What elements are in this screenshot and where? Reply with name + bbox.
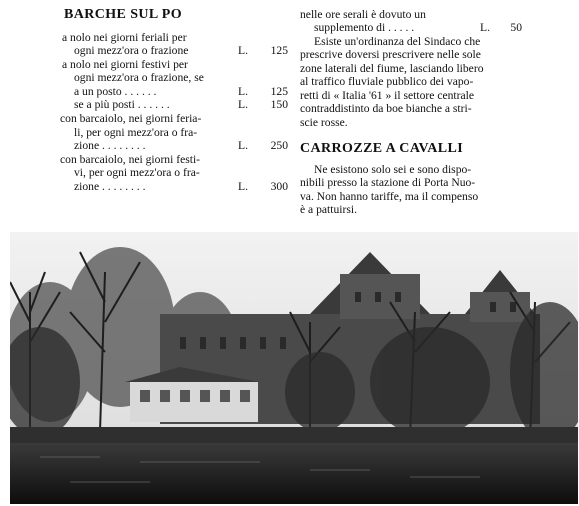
tariff-line-text: a nolo nei giorni festivi per — [62, 58, 188, 71]
text-line-content: nibili presso la stazione di Porta Nuo- — [300, 176, 476, 189]
tariff-line-text: a un posto . . . . . . — [74, 85, 157, 98]
text-line-content: va. Non hanno tariffe, ma il compenso — [300, 190, 479, 203]
tariff-line-text: supplemento di . . . . . — [314, 21, 415, 34]
tariff-line — [62, 126, 242, 139]
text-line — [300, 102, 522, 115]
text-line-content: scie rosse. — [300, 116, 348, 129]
riverside-castle-photo — [10, 232, 578, 504]
text-line-content: contraddistinto da boe bianche a stri- — [300, 102, 472, 115]
text-line — [300, 75, 522, 88]
text-line-content: Ne esistono solo sei e sono dispo- — [314, 163, 472, 176]
price-value: 250 — [270, 139, 288, 152]
tariff-line-text: zione . . . . . . . . — [74, 180, 146, 193]
tariff-line — [300, 21, 522, 34]
tariff-line — [62, 180, 288, 193]
text-line-content: Esiste un'ordinanza del Sindaco che — [314, 35, 481, 48]
text-line — [300, 48, 522, 61]
price-value: 125 — [270, 44, 288, 57]
tariff-line-text: con barcaiolo, nei giorni feria- — [60, 112, 202, 125]
price-value: 150 — [270, 98, 288, 111]
text-line — [300, 176, 522, 189]
text-line-content: prescrive doversi prescrivere nelle sole — [300, 48, 481, 61]
tariff-line — [62, 44, 288, 57]
tariff-line-text: se a più posti . . . . . . — [74, 98, 170, 111]
section-title-carrozze: CARROZZE A CAVALLI — [300, 141, 464, 156]
text-line — [300, 8, 522, 21]
tariff-line-text: li, per ogni mezz'ora o fra- — [74, 126, 198, 139]
tariff-line — [62, 166, 242, 179]
price-currency: L. — [238, 139, 248, 152]
text-line — [300, 190, 522, 203]
tariff-line-text: con barcaiolo, nei giorni festi- — [60, 153, 201, 166]
tariff-line-text: ogni mezz'ora o frazione, se — [74, 71, 204, 84]
section-title-barche: BARCHE SUL PO — [64, 7, 182, 22]
text-line — [300, 203, 522, 216]
photo-illustration — [10, 232, 578, 504]
text-line — [300, 89, 522, 102]
tariff-line-text: a nolo nei giorni feriali per — [62, 31, 187, 44]
price-currency: L. — [238, 98, 248, 111]
tariff-line — [62, 58, 242, 71]
price-currency: L. — [238, 44, 248, 57]
price-currency: L. — [238, 180, 248, 193]
river-water — [10, 443, 578, 504]
price-value: 50 — [510, 21, 522, 34]
tariff-line — [62, 98, 288, 111]
tariff-line-text: zione . . . . . . . . — [74, 139, 146, 152]
price-value: 125 — [270, 85, 288, 98]
tariff-line — [62, 71, 242, 84]
text-line-content: al traffico fluviale pubblico dei vapo- — [300, 75, 474, 88]
tariff-line — [62, 139, 288, 152]
price-currency: L. — [238, 85, 248, 98]
text-line-content: retti di « Italia '61 » il settore centrale — [300, 89, 474, 102]
tariff-line — [62, 31, 242, 44]
text-line — [300, 116, 522, 129]
text-line — [300, 35, 522, 48]
text-line-content: nelle ore serali è dovuto un — [300, 8, 426, 21]
tariff-line — [62, 85, 288, 98]
tariff-line — [62, 112, 242, 125]
tariff-line-text: ogni mezz'ora o frazione — [74, 44, 189, 57]
river-bank — [10, 427, 578, 443]
text-line — [300, 62, 522, 75]
tariff-line-text: vi, per ogni mezz'ora o fra- — [74, 166, 200, 179]
text-line-content: zone laterali del fiume, lasciando libero — [300, 62, 484, 75]
tariff-line — [62, 153, 242, 166]
price-currency: L. — [480, 21, 490, 34]
text-line — [300, 163, 522, 176]
price-value: 300 — [270, 180, 288, 193]
text-line-content: è a pattuirsi. — [300, 203, 357, 216]
